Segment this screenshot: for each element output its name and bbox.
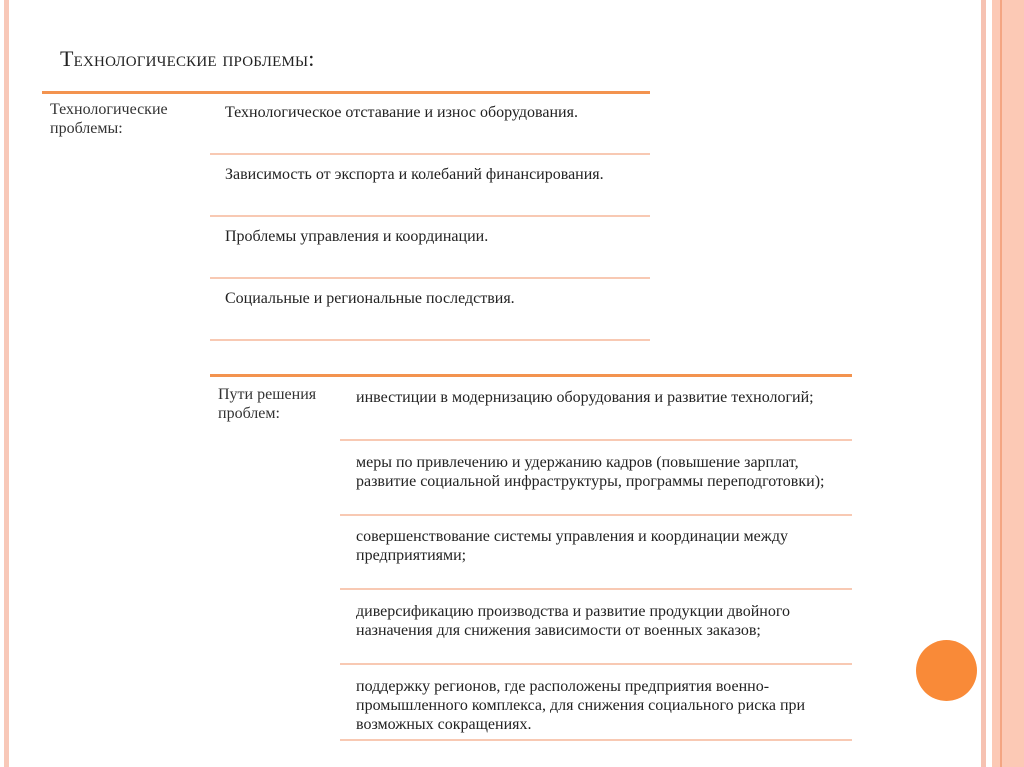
problems-label: Технологические проблемы: <box>50 101 168 137</box>
slide-title: Технологические проблемы: <box>60 46 315 71</box>
row-divider <box>210 153 650 155</box>
solution-item: меры по привлечению и удержанию кадров (повышение зарплат, развитие социальной инфраструктуры, программы переподготовки); <box>356 454 825 490</box>
row-divider <box>210 339 650 341</box>
problems-top-rule <box>42 91 650 94</box>
row-divider <box>340 514 852 516</box>
problem-item: Зависимость от экспорта и колебаний финансирования. <box>225 166 604 183</box>
decor-circle <box>916 640 977 701</box>
right-decor-stripe <box>981 0 986 767</box>
problem-item: Социальные и региональные последствия. <box>225 290 515 307</box>
left-decor-stripe <box>4 0 9 767</box>
solutions-top-rule <box>210 374 852 377</box>
row-divider <box>210 215 650 217</box>
solution-item: поддержку регионов, где расположены предприятия военно-промышленного комплекса, для снижения социального риска при возможных сокращениях. <box>356 678 806 733</box>
row-divider <box>340 739 852 741</box>
row-divider <box>340 663 852 665</box>
solution-item: инвестиции в модернизацию оборудования и развитие технологий; <box>356 389 814 406</box>
right-decor-line <box>1000 0 1002 767</box>
row-divider <box>210 277 650 279</box>
problem-item: Проблемы управления и координации. <box>225 228 489 245</box>
problem-item: Технологическое отставание и износ оборудования. <box>225 104 578 121</box>
row-divider <box>340 439 852 441</box>
solution-item: диверсификацию производства и развитие продукции двойного назначения для снижения зависимости от военных заказов; <box>356 603 791 639</box>
right-decor-band <box>992 0 1024 767</box>
solution-item: совершенствование системы управления и координации между предприятиями; <box>356 528 788 564</box>
solutions-label: Пути решения проблем: <box>218 386 317 422</box>
row-divider <box>340 588 852 590</box>
